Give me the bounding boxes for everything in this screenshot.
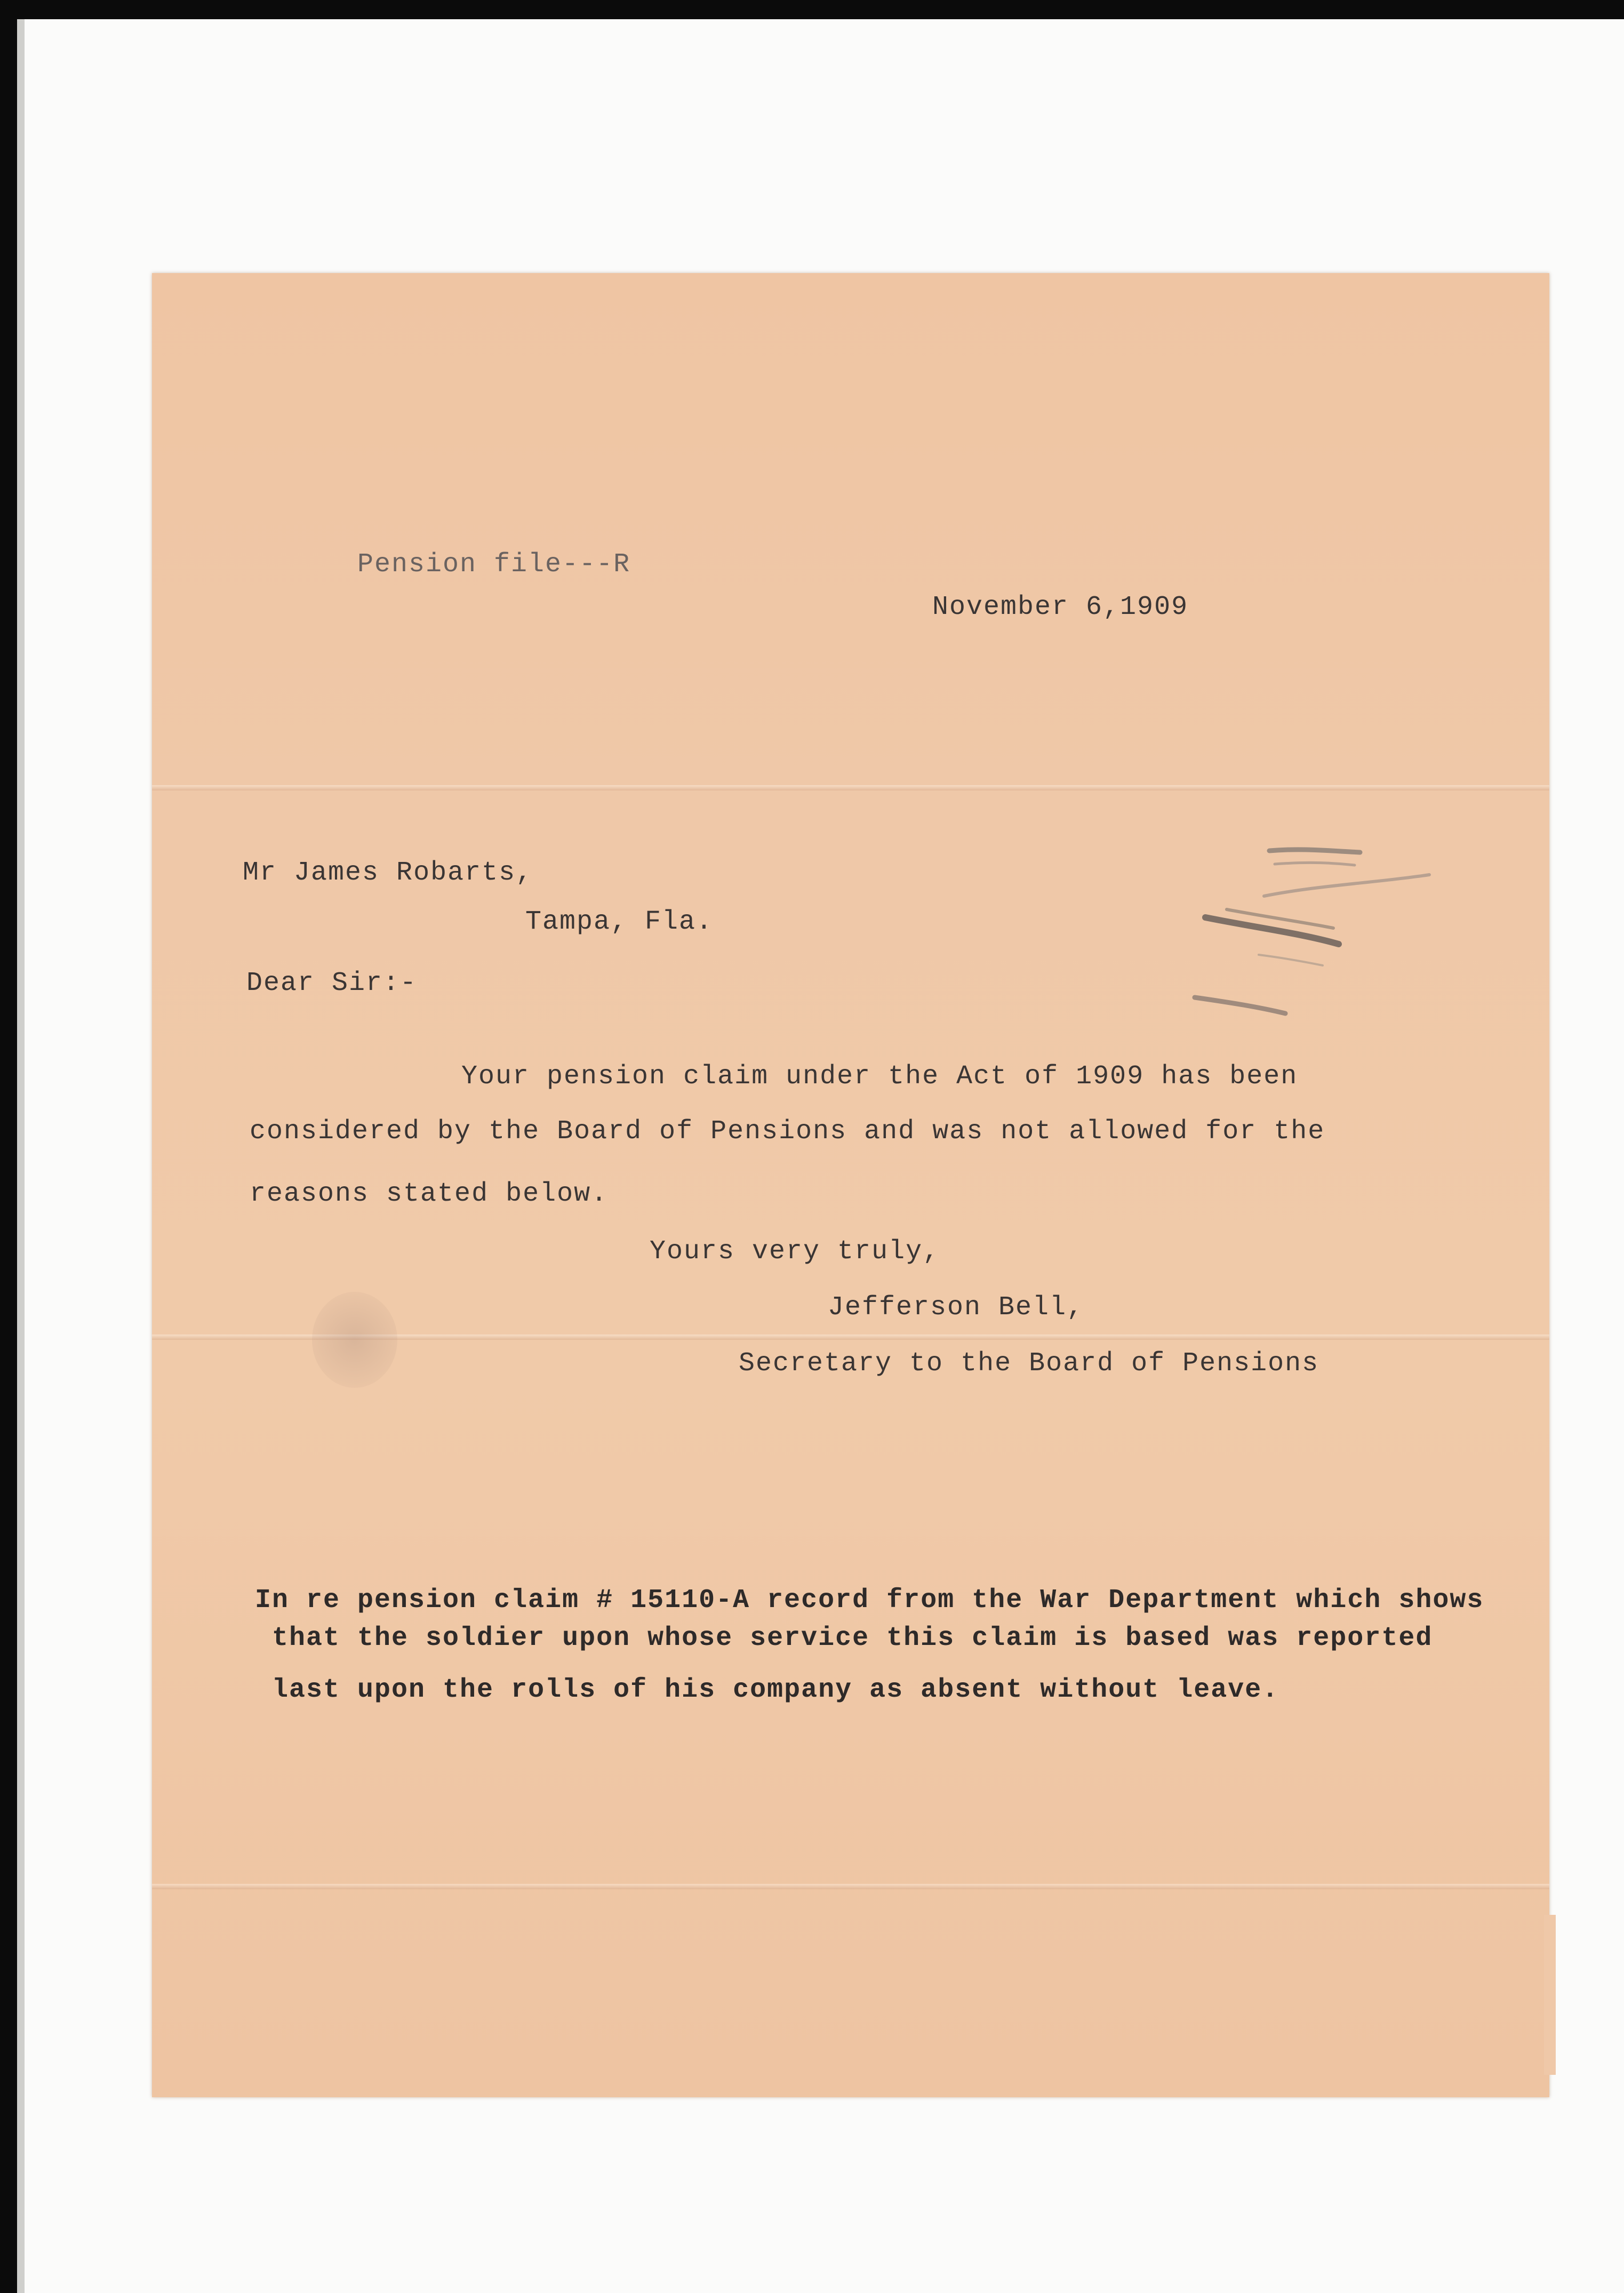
file-reference: Pension file---R xyxy=(357,549,631,580)
recipient-prefix: Mr xyxy=(243,858,277,888)
pencil-scribble-mark xyxy=(1141,837,1440,1051)
recipient-city: Tampa, Fla. xyxy=(525,907,714,937)
scan-frame-left xyxy=(0,0,17,2293)
claim-line: that the soldier upon whose service this claim is based was reported xyxy=(272,1623,1433,1653)
recipient-line xyxy=(243,858,533,888)
signer-name: Jefferson Bell, xyxy=(828,1292,1084,1323)
claim-line: last upon the rolls of his company as absent without leave. xyxy=(272,1675,1279,1705)
body-line: considered by the Board of Pensions and was not allowed for the xyxy=(250,1116,1325,1147)
salutation: Dear Sir:- xyxy=(246,968,418,998)
claim-line: In re pension claim # 15110-A record from the War Department which shows xyxy=(255,1585,1484,1616)
fold-line xyxy=(152,1884,1549,1889)
body-line: Your pension claim under the Act of 1909 has been xyxy=(461,1061,1298,1092)
paper-torn-edge xyxy=(1544,1915,1556,2075)
letter-date: November 6,1909 xyxy=(932,592,1189,622)
body-line: reasons stated below. xyxy=(250,1179,609,1209)
scan-frame-top xyxy=(0,0,1624,19)
ink-smudge xyxy=(312,1292,397,1388)
recipient-name: James Robarts, xyxy=(294,858,533,888)
signer-title: Secretary to the Board of Pensions xyxy=(739,1348,1319,1379)
scan-frame-edge xyxy=(17,19,25,2293)
fold-line xyxy=(152,785,1549,790)
closing: Yours very truly, xyxy=(650,1236,940,1267)
